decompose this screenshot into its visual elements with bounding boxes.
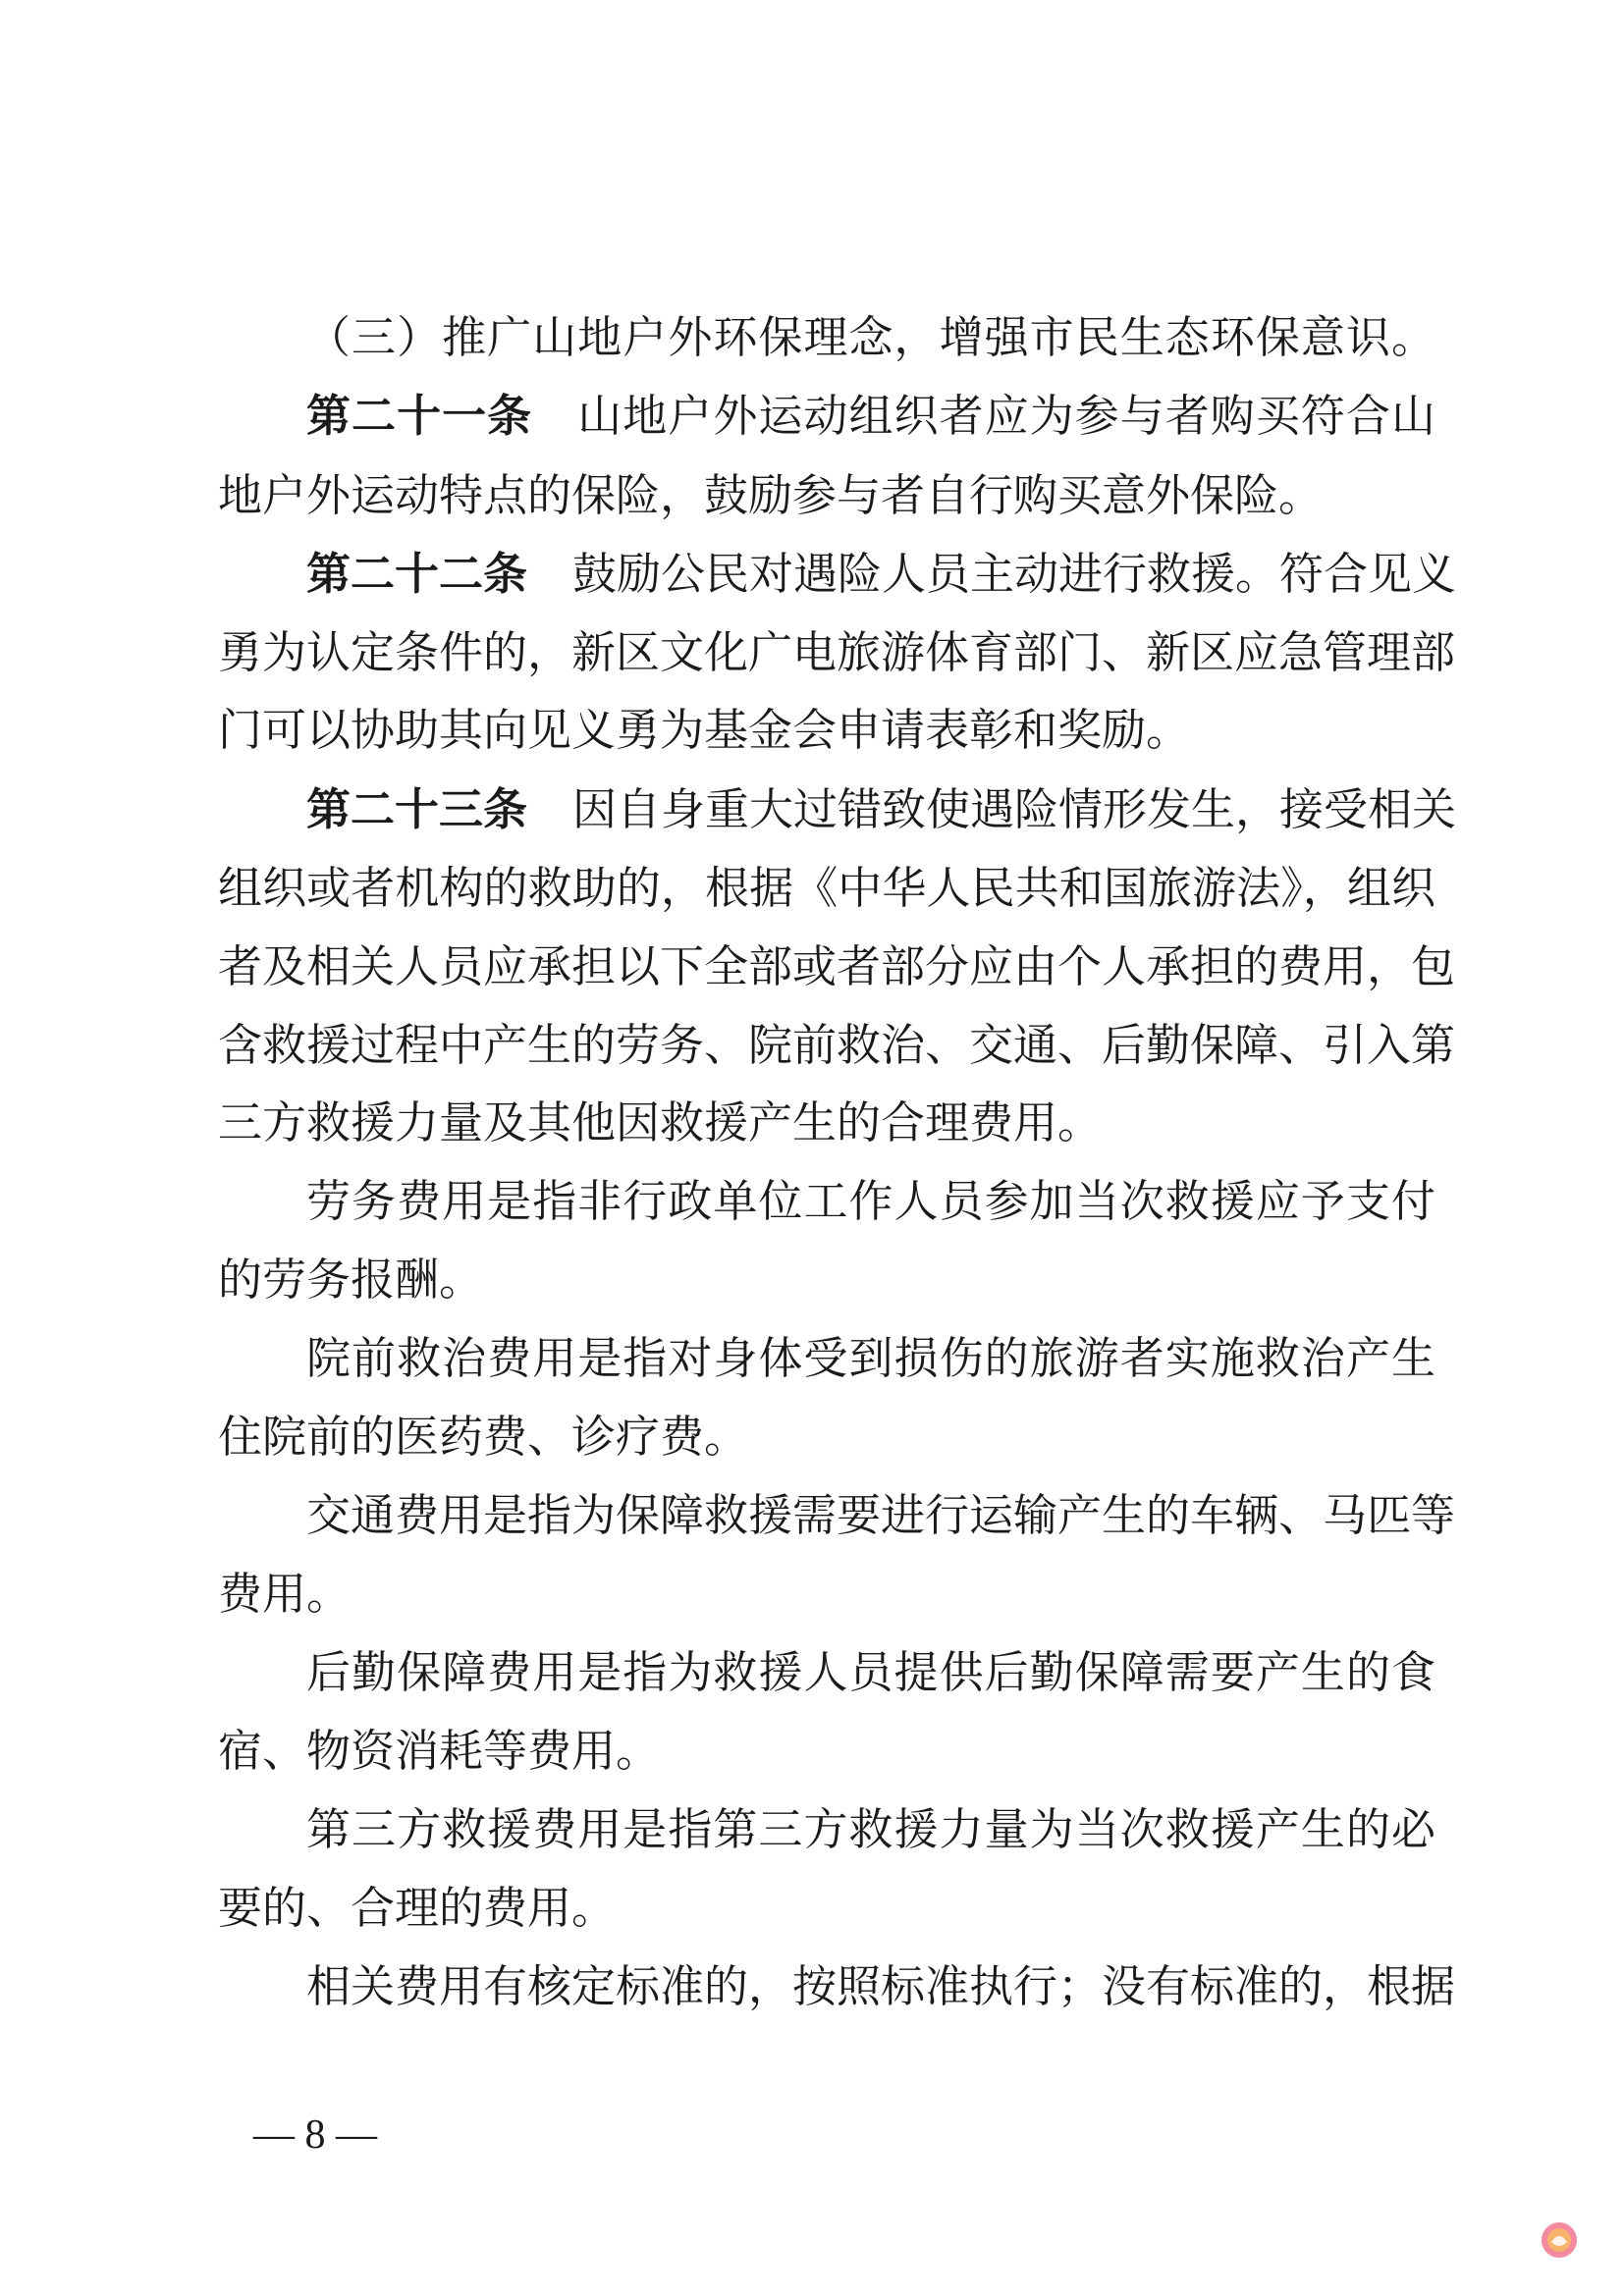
paragraph-line xyxy=(306,1319,1435,1398)
line-text: 住院前的医药费、诊疗费。 xyxy=(218,1411,749,1463)
line-text: 劳务费用是指非行政单位工作人员参加当次救援应予支付 xyxy=(306,1175,1435,1227)
article-title: 第二十二条 xyxy=(306,548,528,600)
line-text: 相关费用有核定标准的，按照标准执行；没有标准的，根据 xyxy=(306,1960,1456,2012)
line-text: 宿、物资消耗等费用。 xyxy=(218,1725,661,1777)
paragraph-line xyxy=(218,1712,1435,1790)
paragraph-line xyxy=(306,1948,1456,2026)
line-text: 地户外运动特点的保险，鼓励参与者自行购买意外保险。 xyxy=(218,469,1324,521)
paragraph-line xyxy=(306,298,1435,377)
line-text: 者及相关人员应承担以下全部或者部分应由个人承担的费用，包 xyxy=(218,940,1456,992)
article-line xyxy=(306,535,1457,614)
paragraph-line xyxy=(218,849,1435,928)
paragraph-line xyxy=(218,691,1435,770)
article-title: 第二十三条 xyxy=(306,783,528,835)
line-text: 要的、合理的费用。 xyxy=(218,1882,617,1934)
line-text: 含救援过程中产生的劳务、院前救治、交通、后勤保障、引入第 xyxy=(218,1019,1456,1071)
paragraph-line xyxy=(218,1398,1435,1476)
paragraph-line xyxy=(218,1869,1435,1948)
paragraph-line xyxy=(218,1555,1435,1633)
watermark-logo-icon xyxy=(1540,2220,1579,2260)
line-text: 交通费用是指为保障救援需要进行运输产生的车辆、马匹等 xyxy=(306,1489,1456,1541)
paragraph-line xyxy=(218,1084,1435,1162)
paragraph-line xyxy=(218,456,1435,535)
paragraph-line xyxy=(218,1241,1435,1319)
line-text: 三方救援力量及其他因救援产生的合理费用。 xyxy=(218,1096,1103,1148)
paragraph-line xyxy=(306,1162,1435,1241)
line-text: 费用。 xyxy=(218,1568,352,1620)
article-title: 第二十一条 xyxy=(306,390,533,442)
page-number: — 8 — xyxy=(253,2112,377,2158)
line-text: 山地户外运动组织者应为参与者购买符合山 xyxy=(577,390,1435,442)
paragraph-line xyxy=(306,1790,1435,1869)
article-line xyxy=(306,771,1457,849)
line-text: （三）推广山地户外环保理念，增强市民生态环保意识。 xyxy=(306,311,1435,363)
line-text: 的劳务报酬。 xyxy=(218,1254,484,1306)
line-text: 因自身重大过错致使遇险情形发生，接受相关 xyxy=(572,783,1457,835)
line-text: 第三方救援费用是指第三方救援力量为当次救援产生的必 xyxy=(306,1803,1435,1855)
paragraph-line xyxy=(306,1633,1435,1712)
line-text: 门可以协助其向见义勇为基金会申请表彰和奖励。 xyxy=(218,704,1191,756)
line-text: 后勤保障费用是指为救援人员提供后勤保障需要产生的食 xyxy=(306,1646,1435,1698)
line-text: 院前救治费用是指对身体受到损伤的旅游者实施救治产生 xyxy=(306,1332,1435,1384)
paragraph-line xyxy=(218,614,1456,692)
paragraph-line xyxy=(218,1006,1456,1085)
line-text: 组织或者机构的救助的，根据《中华人民共和国旅游法》，组织 xyxy=(218,862,1435,914)
line-text: 勇为认定条件的，新区文化广电旅游体育部门、新区应急管理部 xyxy=(218,626,1456,678)
article-line xyxy=(306,377,1435,455)
paragraph-line xyxy=(306,1476,1456,1555)
line-text: 鼓励公民对遇险人员主动进行救援。符合见义 xyxy=(572,548,1457,600)
paragraph-line xyxy=(218,928,1456,1006)
